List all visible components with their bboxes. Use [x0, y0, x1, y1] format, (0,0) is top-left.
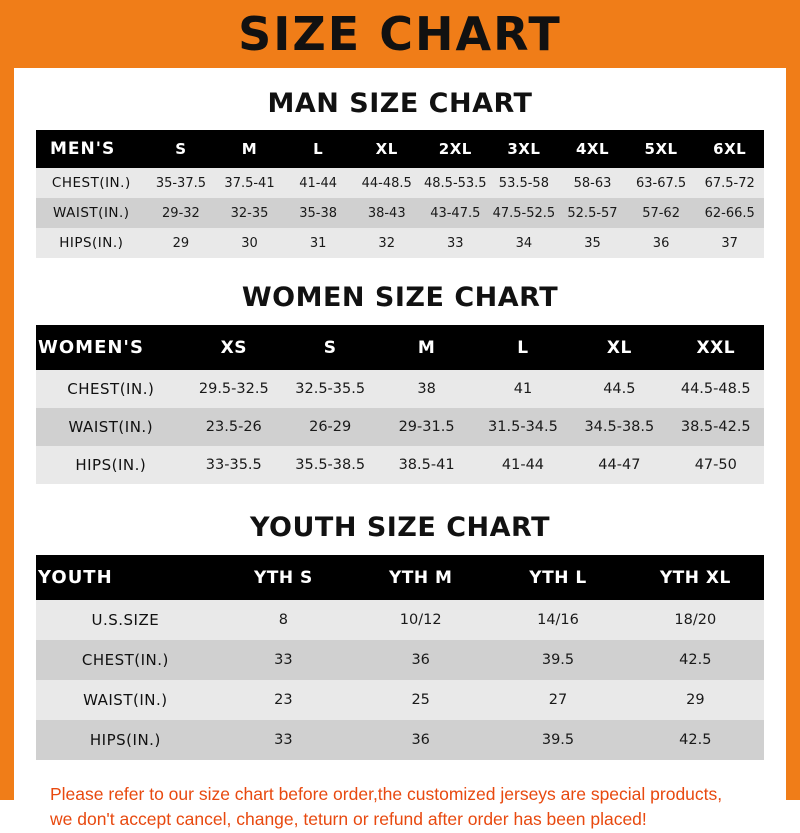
table-header-row: [36, 325, 764, 370]
measurement-value: 29-32: [162, 205, 200, 221]
order-notice: [36, 782, 764, 833]
measurement-value: 38.5-41: [398, 457, 455, 473]
measurement-value: 32.5-35.5: [295, 381, 366, 397]
table-row: [36, 640, 764, 680]
measurement-value: 33: [274, 732, 293, 748]
youth-size-table: [36, 555, 764, 760]
page-title: SIZE CHART: [238, 7, 562, 61]
table-row: [36, 168, 764, 198]
measurement-value: 35.5-38.5: [295, 457, 366, 473]
measurement-value: 38.5-42.5: [680, 419, 751, 435]
measurement-label: WAIST(IN.): [83, 691, 168, 709]
measurement-label: HIPS(IN.): [89, 731, 161, 749]
measurement-value: 58-63: [573, 175, 612, 191]
youth-table-header: [36, 555, 764, 600]
size-column-header: 5XL: [644, 140, 678, 158]
measurement-value: 38: [417, 381, 436, 397]
table-row: [36, 680, 764, 720]
size-column-header: L: [517, 337, 529, 358]
size-column-header: YTH S: [253, 567, 313, 588]
table-row: [36, 446, 764, 484]
measurement-label: HIPS(IN.): [59, 235, 124, 251]
measurement-label: WAIST(IN.): [53, 205, 130, 221]
women-table-header: [36, 325, 764, 370]
measurement-value: 33: [274, 652, 293, 668]
measurement-value: 44-48.5: [361, 175, 412, 191]
measurement-label: CHEST(IN.): [67, 380, 155, 398]
measurement-value: 47.5-52.5: [492, 205, 556, 221]
measurement-value: 30: [241, 235, 258, 251]
measurement-value: 36: [411, 732, 430, 748]
table-corner-label: WOMEN'S: [38, 337, 144, 358]
measurement-value: 44.5-48.5: [680, 381, 751, 397]
measurement-value: 23.5-26: [205, 419, 262, 435]
table-header-row: [36, 555, 764, 600]
size-column-header: 4XL: [575, 140, 610, 158]
size-column-header: XS: [220, 337, 247, 358]
measurement-value: 36: [411, 652, 430, 668]
measurement-value: 18/20: [674, 612, 717, 628]
size-column-header: YTH XL: [659, 567, 731, 588]
measurement-value: 37.5-41: [224, 175, 275, 191]
table-row: [36, 228, 764, 258]
measurement-value: 34.5-38.5: [584, 419, 655, 435]
chart-content: [14, 88, 786, 833]
measurement-value: 41-44: [299, 175, 337, 191]
man-table-header: [36, 130, 764, 168]
size-column-header: XXL: [696, 337, 736, 358]
measurement-value: 52.5-57: [567, 205, 618, 221]
table-corner-label: YOUTH: [38, 567, 113, 588]
measurement-value: 53.5-58: [498, 175, 549, 191]
youth-table-body: [36, 600, 764, 760]
size-column-header: XL: [606, 337, 632, 358]
measurement-value: 43-47.5: [430, 205, 481, 221]
youth-section-title: YOUTH SIZE CHART: [249, 512, 551, 543]
table-row: [36, 198, 764, 228]
women-table-body: [36, 370, 764, 484]
measurement-value: 63-67.5: [635, 175, 687, 191]
size-column-header: 6XL: [713, 140, 747, 158]
measurement-value: 32-35: [230, 205, 269, 221]
size-column-header: 3XL: [507, 140, 541, 158]
measurement-value: 31.5-34.5: [488, 419, 558, 435]
size-column-header: M: [417, 337, 436, 358]
measurement-value: 14/16: [537, 612, 579, 628]
measurement-value: 35: [584, 235, 601, 251]
man-section-title: MAN SIZE CHART: [267, 88, 533, 119]
measurement-value: 25: [411, 692, 430, 708]
measurement-value: 35-37.5: [155, 175, 207, 191]
measurement-value: 35-38: [299, 205, 337, 221]
measurement-value: 29: [686, 692, 705, 708]
measurement-value: 33-35.5: [205, 457, 262, 473]
measurement-label: HIPS(IN.): [75, 456, 147, 474]
table-row: [36, 720, 764, 760]
measurement-value: 48.5-53.5: [424, 175, 487, 191]
measurement-value: 67.5-72: [704, 175, 755, 191]
measurement-value: 62-66.5: [704, 205, 755, 221]
man-size-table: [36, 130, 764, 258]
size-column-header: S: [323, 337, 337, 358]
measurement-value: 29-31.5: [398, 419, 455, 435]
measurement-value: 57-62: [642, 205, 680, 221]
measurement-label: CHEST(IN.): [81, 651, 169, 669]
measurement-value: 44-47: [598, 457, 641, 473]
measurement-value: 41-44: [501, 457, 545, 473]
measurement-value: 39.5: [541, 652, 575, 668]
size-column-header: XL: [375, 140, 398, 158]
size-column-header: 2XL: [438, 140, 472, 158]
measurement-value: 44.5: [603, 381, 636, 397]
order-notice-line-1: Please refer to our size chart before order,the customized jerseys are special products,: [50, 784, 723, 804]
measurement-value: 39.5: [541, 732, 575, 748]
women-size-table: [36, 325, 764, 484]
size-column-header: S: [175, 140, 187, 158]
measurement-value: 36: [652, 235, 670, 251]
size-column-header: M: [241, 140, 258, 158]
measurement-value: 47-50: [694, 457, 737, 473]
measurement-value: 38-43: [367, 205, 406, 221]
measurement-value: 23: [274, 692, 293, 708]
measurement-value: 41: [513, 381, 533, 397]
table-corner-label: MEN'S: [50, 139, 116, 159]
measurement-value: 27: [548, 692, 568, 708]
measurement-label: U.S.SIZE: [91, 611, 160, 629]
man-table-body: [36, 168, 764, 258]
measurement-value: 31: [309, 235, 327, 251]
measurement-label: CHEST(IN.): [51, 175, 131, 191]
measurement-value: 34: [515, 235, 533, 251]
measurement-value: 37: [721, 235, 738, 251]
size-column-header: YTH L: [529, 567, 587, 588]
measurement-value: 26-29: [309, 419, 352, 435]
table-row: [36, 370, 764, 408]
measurement-value: 33: [447, 235, 464, 251]
size-column-header: L: [313, 140, 324, 158]
measurement-value: 42.5: [679, 732, 712, 748]
measurement-value: 10/12: [399, 612, 442, 628]
table-row: [36, 408, 764, 446]
page-banner: [0, 0, 800, 68]
table-header-row: [36, 130, 764, 168]
measurement-value: 29: [172, 235, 190, 251]
measurement-label: WAIST(IN.): [68, 418, 154, 436]
measurement-value: 29.5-32.5: [198, 381, 269, 397]
women-section-title: WOMEN SIZE CHART: [241, 282, 559, 313]
measurement-value: 32: [378, 235, 395, 251]
size-column-header: YTH M: [388, 567, 453, 588]
measurement-value: 8: [278, 612, 288, 628]
order-notice-line-2: we don't accept cancel, change, teturn or refund after order has been placed!: [50, 809, 647, 830]
measurement-value: 42.5: [679, 652, 712, 668]
table-row: [36, 600, 764, 640]
